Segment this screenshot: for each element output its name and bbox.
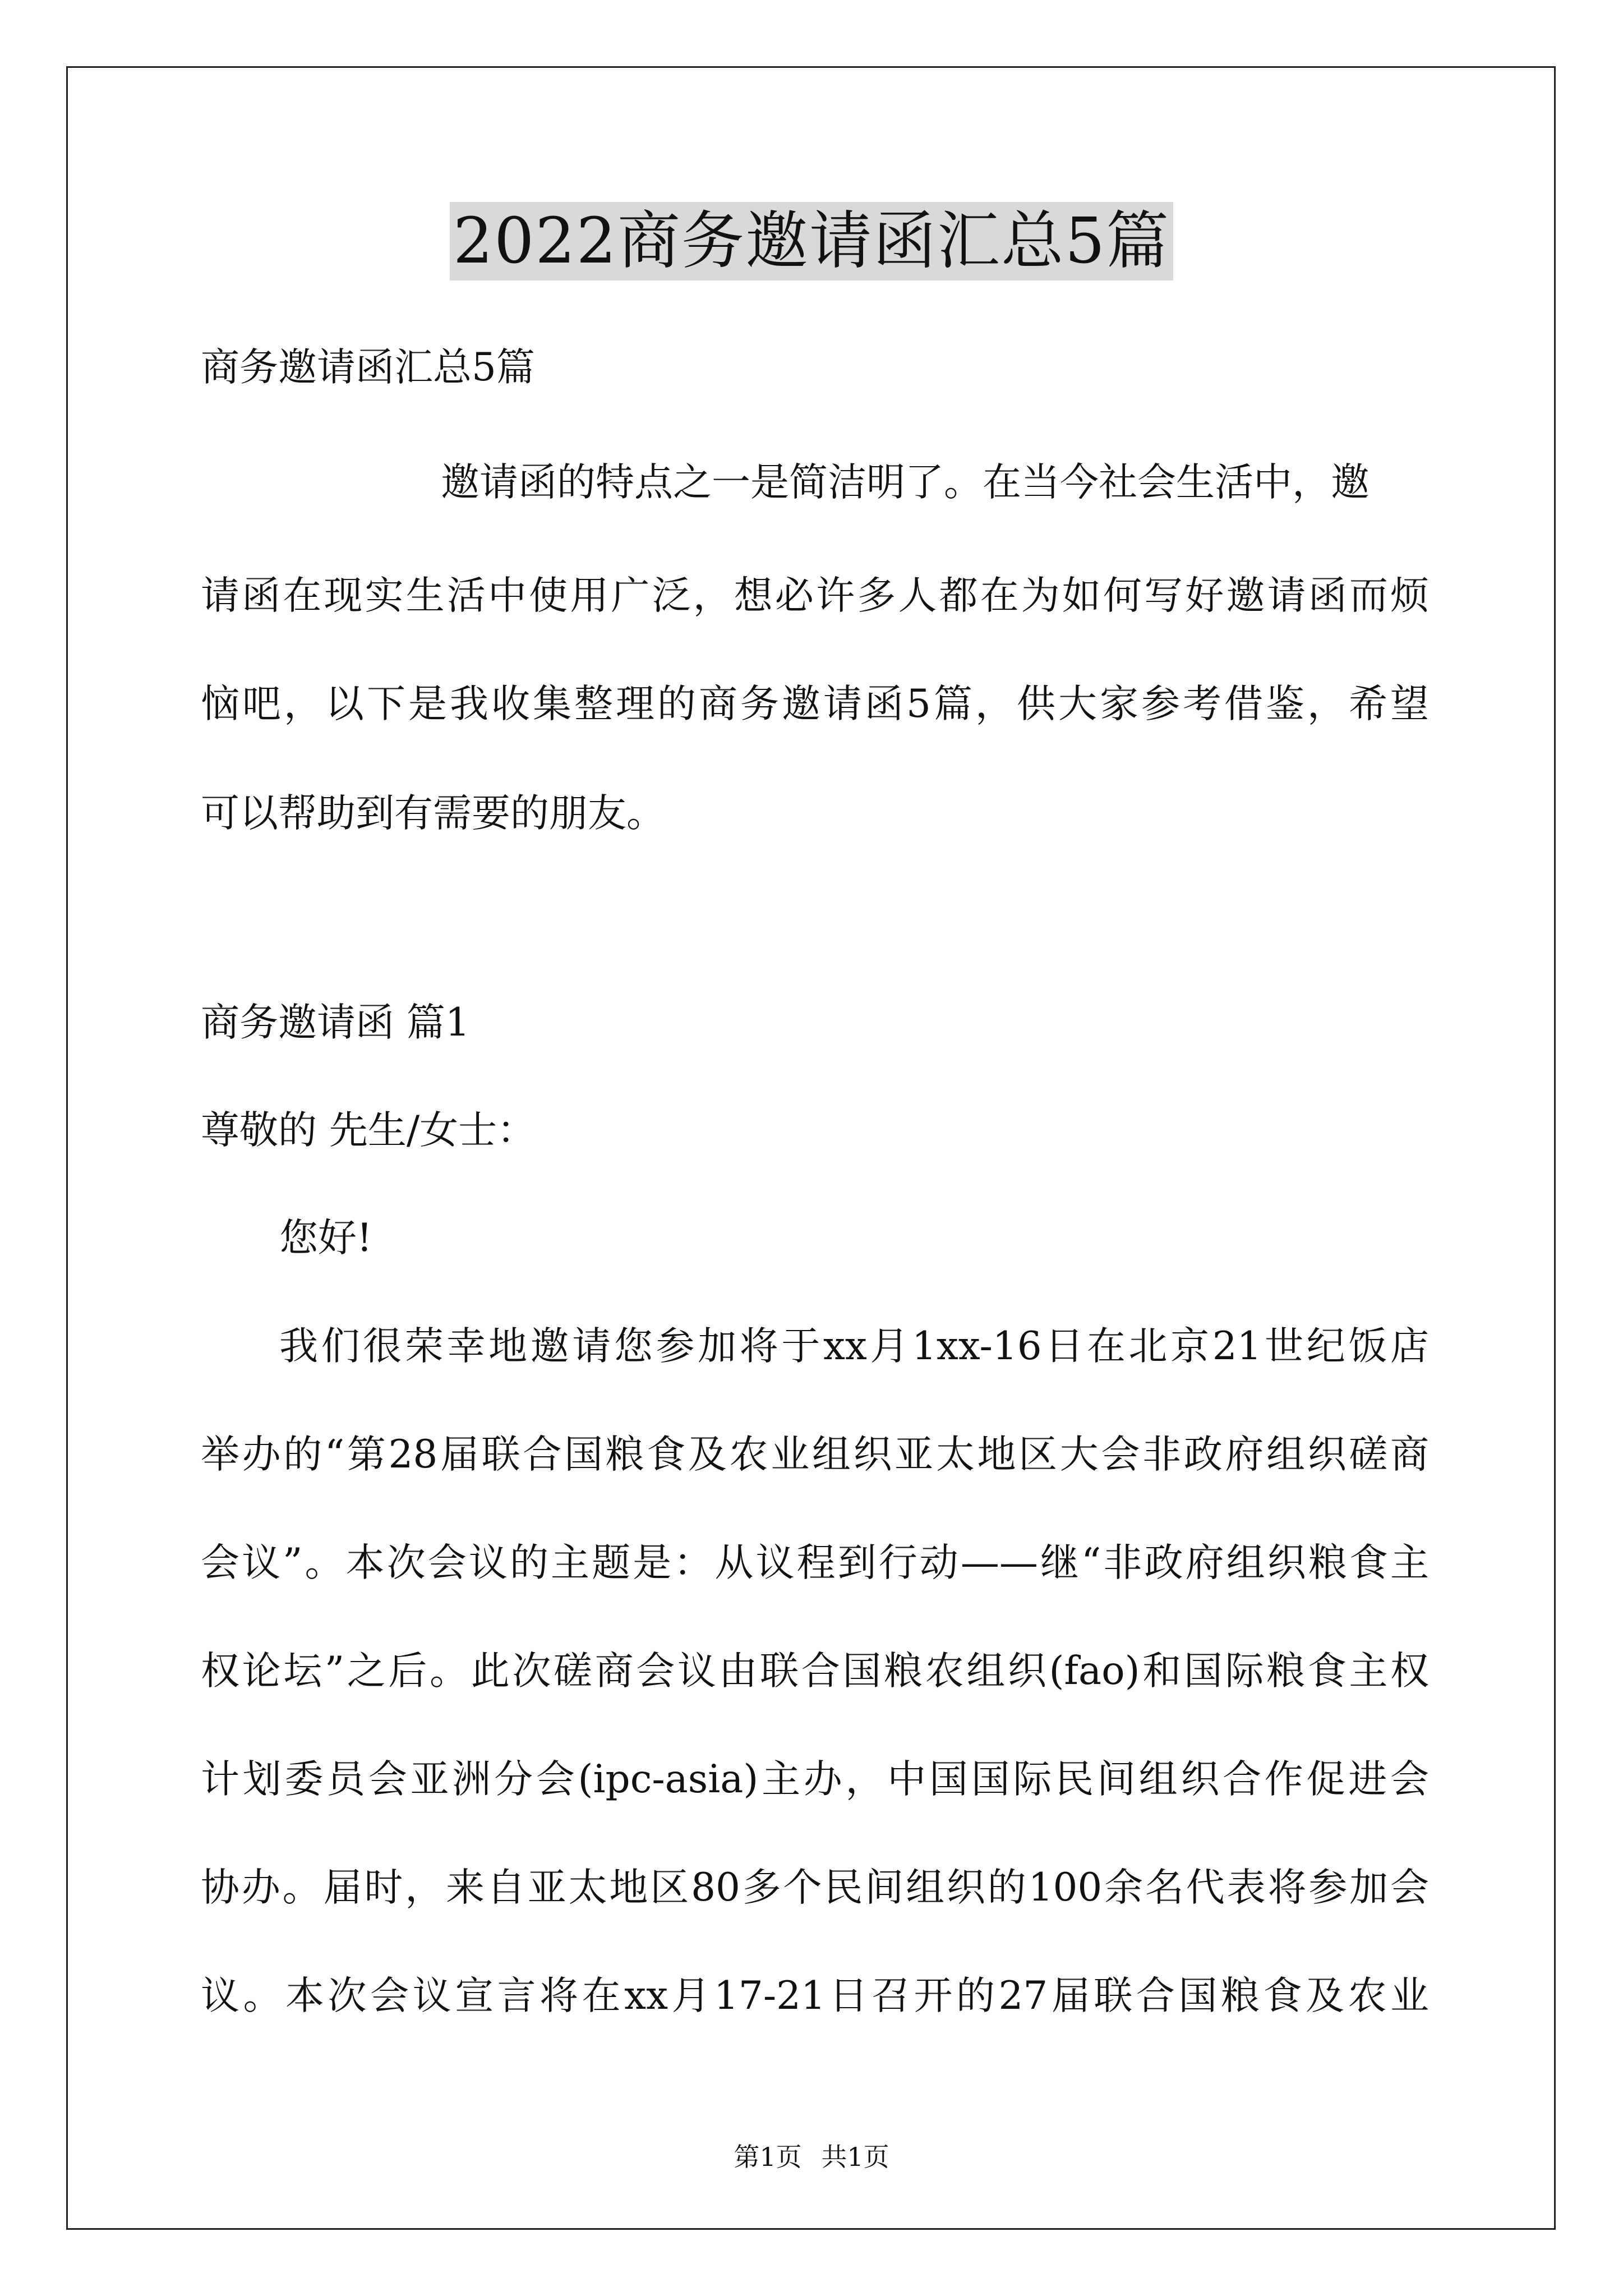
body-line-7: 议。本次会议宣言将在xx月17-21日召开的27届联合国粮食及农业 bbox=[201, 1973, 1429, 2018]
page-number: 第1页 bbox=[734, 2142, 802, 2172]
subtitle-line: 商务邀请函汇总5篇 bbox=[201, 345, 535, 390]
section-heading: 商务邀请函 篇1 bbox=[201, 1000, 470, 1045]
title-container bbox=[0, 202, 1623, 280]
page-footer bbox=[0, 2140, 1623, 2174]
body-line-3: 会议”。本次会议的主题是：从议程到行动——继“非政府组织粮食主 bbox=[201, 1540, 1429, 1585]
intro-line-2: 请函在现实生活中使用广泛，想必许多人都在为如何写好邀请函而烦 bbox=[201, 573, 1429, 618]
intro-line-1: 邀请函的特点之一是简洁明了。在当今社会生活中，邀 bbox=[441, 460, 1370, 505]
page-total: 共1页 bbox=[821, 2142, 889, 2172]
body-line-1: 我们很荣幸地邀请您参加将于xx月1xx-16日在北京21世纪饭店 bbox=[279, 1324, 1429, 1369]
intro-line-4: 可以帮助到有需要的朋友。 bbox=[201, 791, 665, 836]
body-line-6: 协办。届时，来自亚太地区80多个民间组织的100余名代表将参加会 bbox=[201, 1865, 1429, 1910]
body-line-2: 举办的“第28届联合国粮食及农业组织亚太地区大会非政府组织磋商 bbox=[201, 1432, 1429, 1477]
greeting: 您好! bbox=[279, 1216, 372, 1260]
body-line-4: 权论坛”之后。此次磋商会议由联合国粮农组织(fao)和国际粮食主权 bbox=[201, 1649, 1429, 1694]
salutation: 尊敬的 先生/女士： bbox=[201, 1108, 536, 1153]
document-title: 2022商务邀请函汇总5篇 bbox=[450, 202, 1173, 280]
body-line-5: 计划委员会亚洲分会(ipc-asia)主办，中国国际民间组织合作促进会 bbox=[201, 1757, 1429, 1802]
intro-line-3: 恼吧，以下是我收集整理的商务邀请函5篇，供大家参考借鉴，希望 bbox=[201, 682, 1429, 726]
